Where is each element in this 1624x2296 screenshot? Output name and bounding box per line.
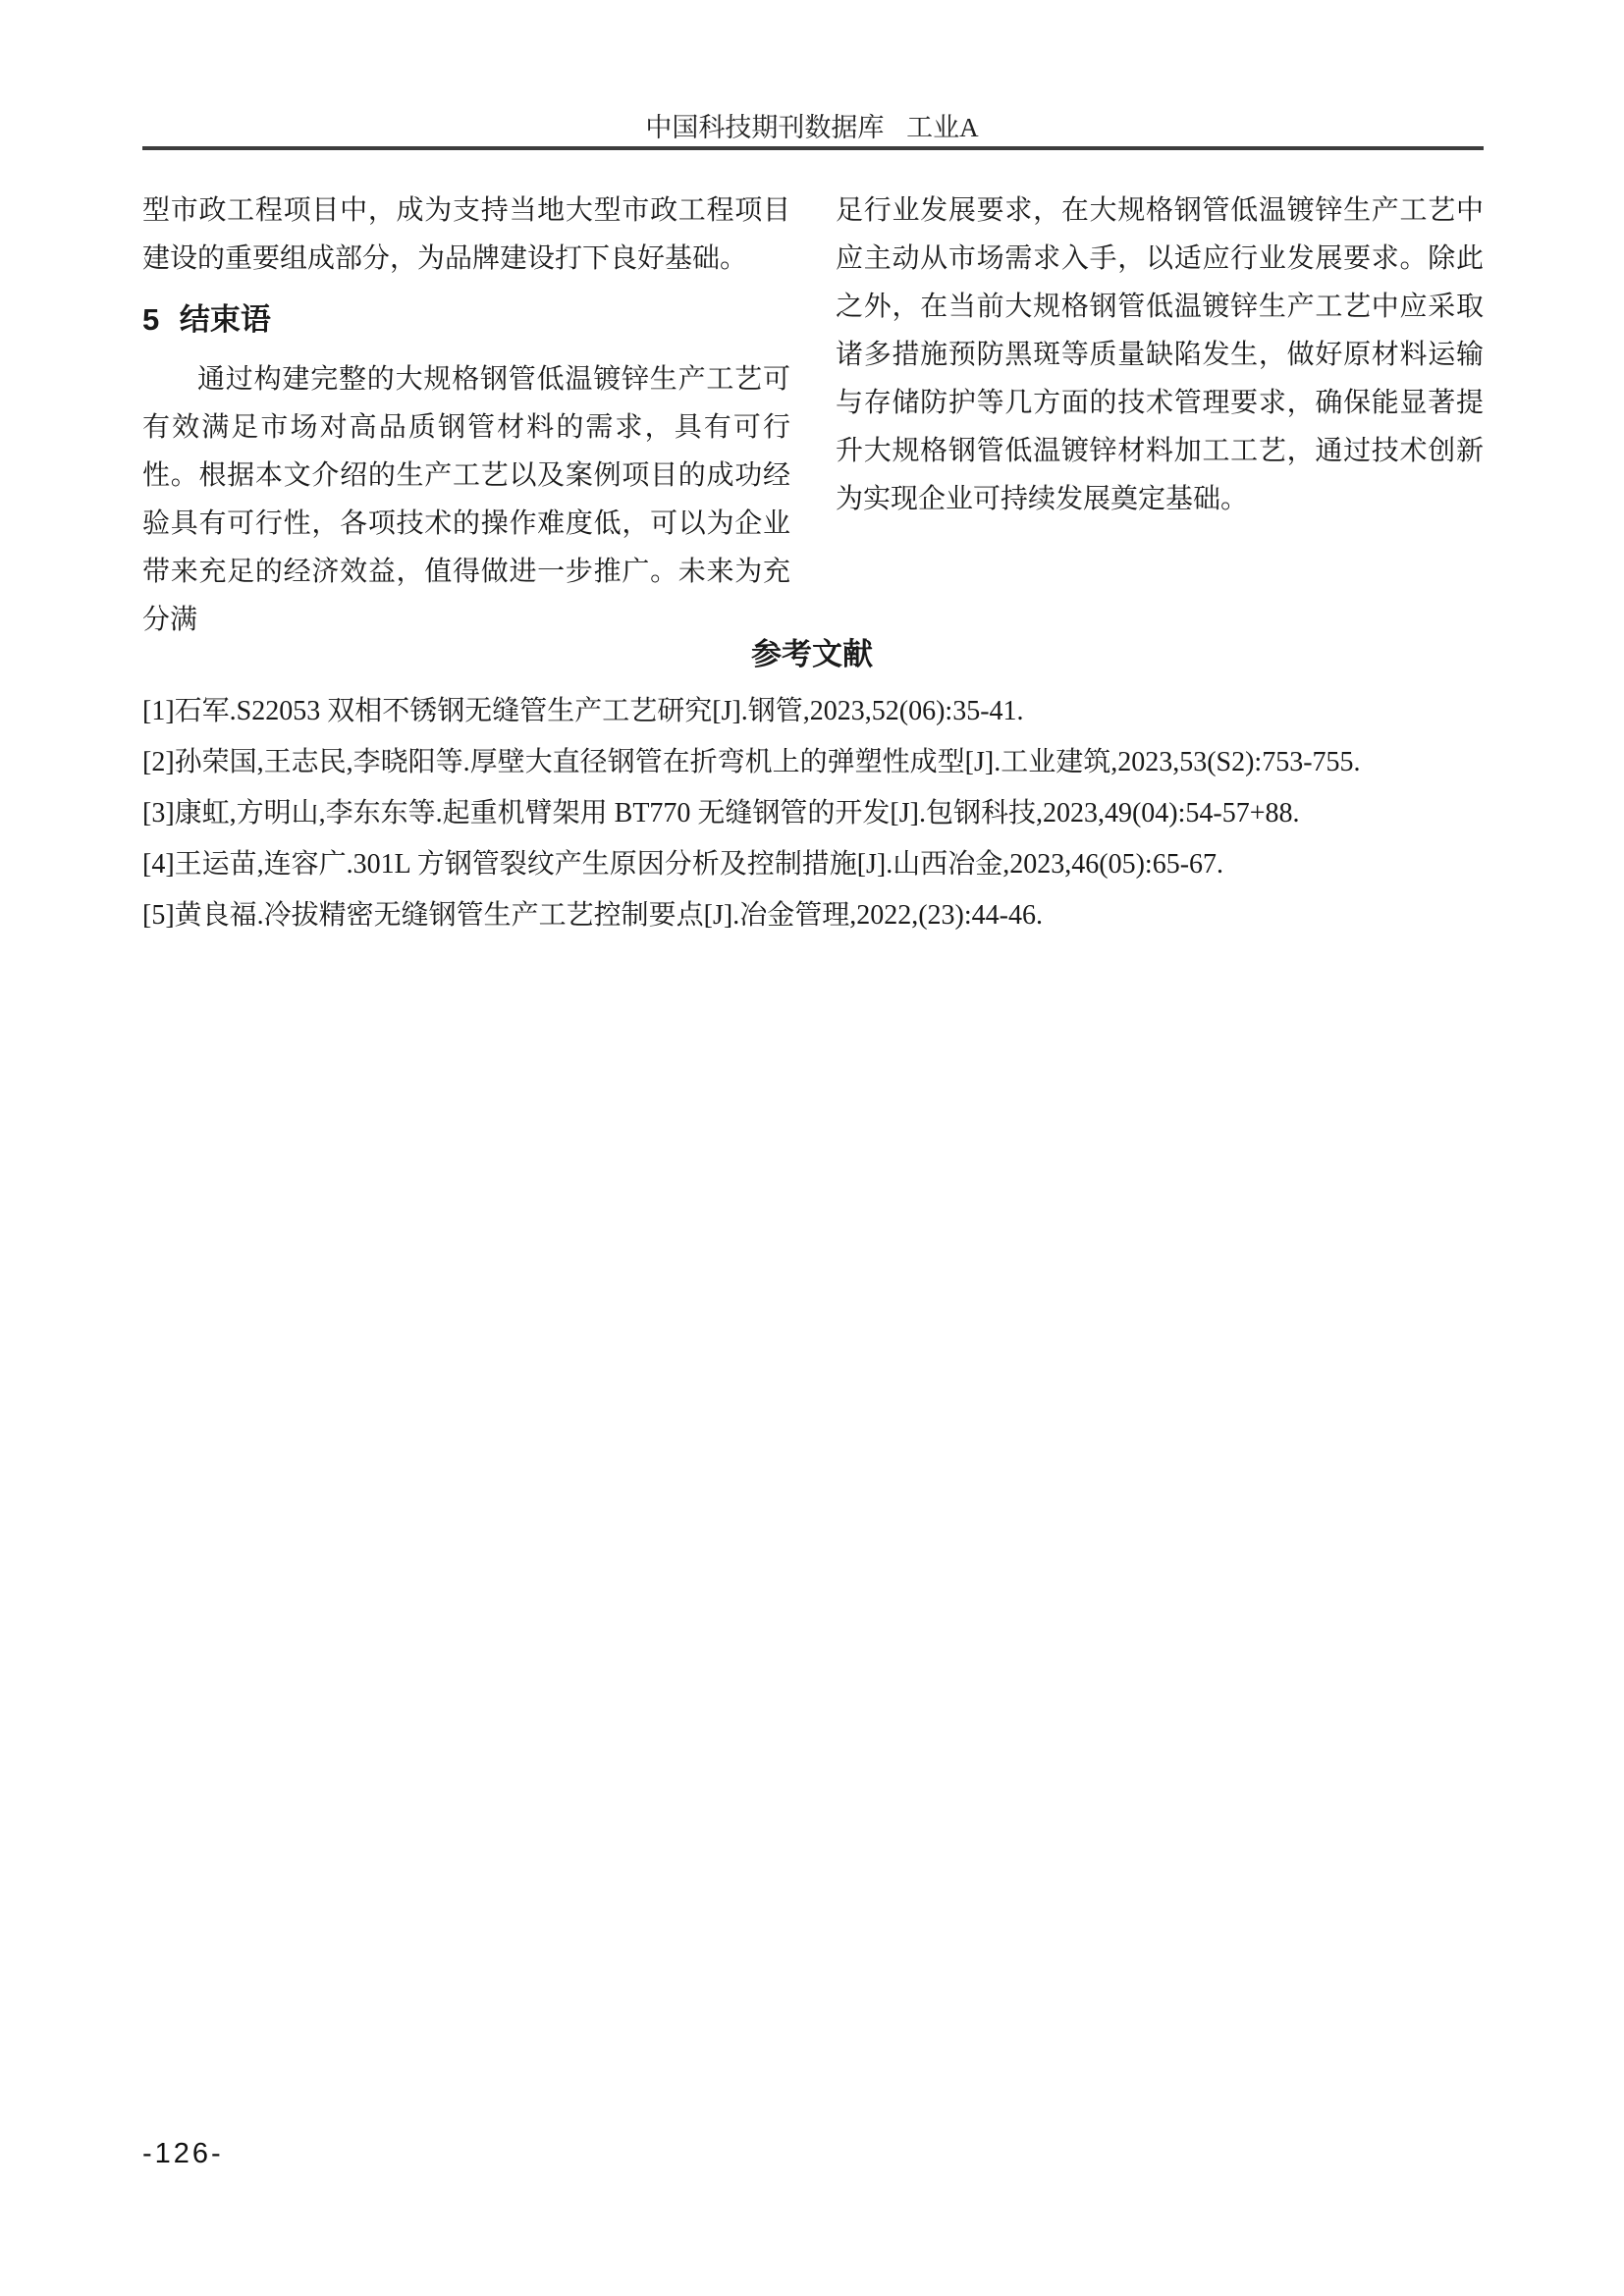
reference-item: [1]石军.S22053 双相不锈钢无缝管生产工艺研究[J].钢管,2023,52(06):35-41. bbox=[142, 696, 1024, 726]
reference-item: [5]黄良福.冷拔精密无缝钢管生产工艺控制要点[J].冶金管理,2022,(23):44-46. bbox=[142, 900, 1043, 931]
section-heading-conclusion: 5 结束语 bbox=[142, 302, 271, 337]
left-column bbox=[142, 187, 790, 644]
two-column-body bbox=[142, 187, 1484, 644]
journal-header-title: 中国科技期刊数据库 工业A bbox=[645, 113, 979, 142]
carryover-paragraph: 型市政工程项目中，成为支持当地大型市政工程项目建设的重要组成部分，为品牌建设打下良好基础。 bbox=[142, 195, 790, 274]
reference-item: [2]孙荣国,王志民,李晓阳等.厚壁大直径钢管在折弯机上的弹塑性成型[J].工业建筑,2023,53(S2):753-755. bbox=[142, 747, 1361, 777]
references-heading: 参考文献 bbox=[751, 637, 873, 671]
conclusion-paragraph: 通过构建完整的大规格钢管低温镀锌生产工艺可有效满足市场对高品质钢管材料的需求，具有可行性。根据本文介绍的生产工艺以及案例项目的成功经验具有可行性，各项技术的操作难度低，可以为企业带来充足的经济效益，值得做进一步推广。未来为充分满 bbox=[142, 364, 790, 635]
reference-item: [4]王运苗,连容广.301L 方钢管裂纹产生原因分析及控制措施[J].山西冶金,2023,46(05):65-67. bbox=[142, 849, 1224, 880]
references-list bbox=[142, 686, 1484, 941]
conclusion-paragraph-continued: 足行业发展要求，在大规格钢管低温镀锌生产工艺中应主动从市场需求入手，以适应行业发展要求。除此之外，在当前大规格钢管低温镀锌生产工艺中应采取诸多措施预防黑斑等质量缺陷发生，做好原材料运输与存储防护等几方面的技术管理要求，确保能显著提升大规格钢管低温镀锌材料加工工艺，通过技术创新为实现企业可持续发展奠定基础。 bbox=[836, 195, 1484, 514]
right-column bbox=[836, 187, 1484, 644]
reference-item: [3]康虹,方明山,李东东等.起重机臂架用 BT770 无缝钢管的开发[J].包钢科技,2023,49(04):54-57+88. bbox=[142, 798, 1300, 828]
header-divider-rule bbox=[142, 146, 1484, 150]
page-number: -126- bbox=[142, 2138, 224, 2169]
